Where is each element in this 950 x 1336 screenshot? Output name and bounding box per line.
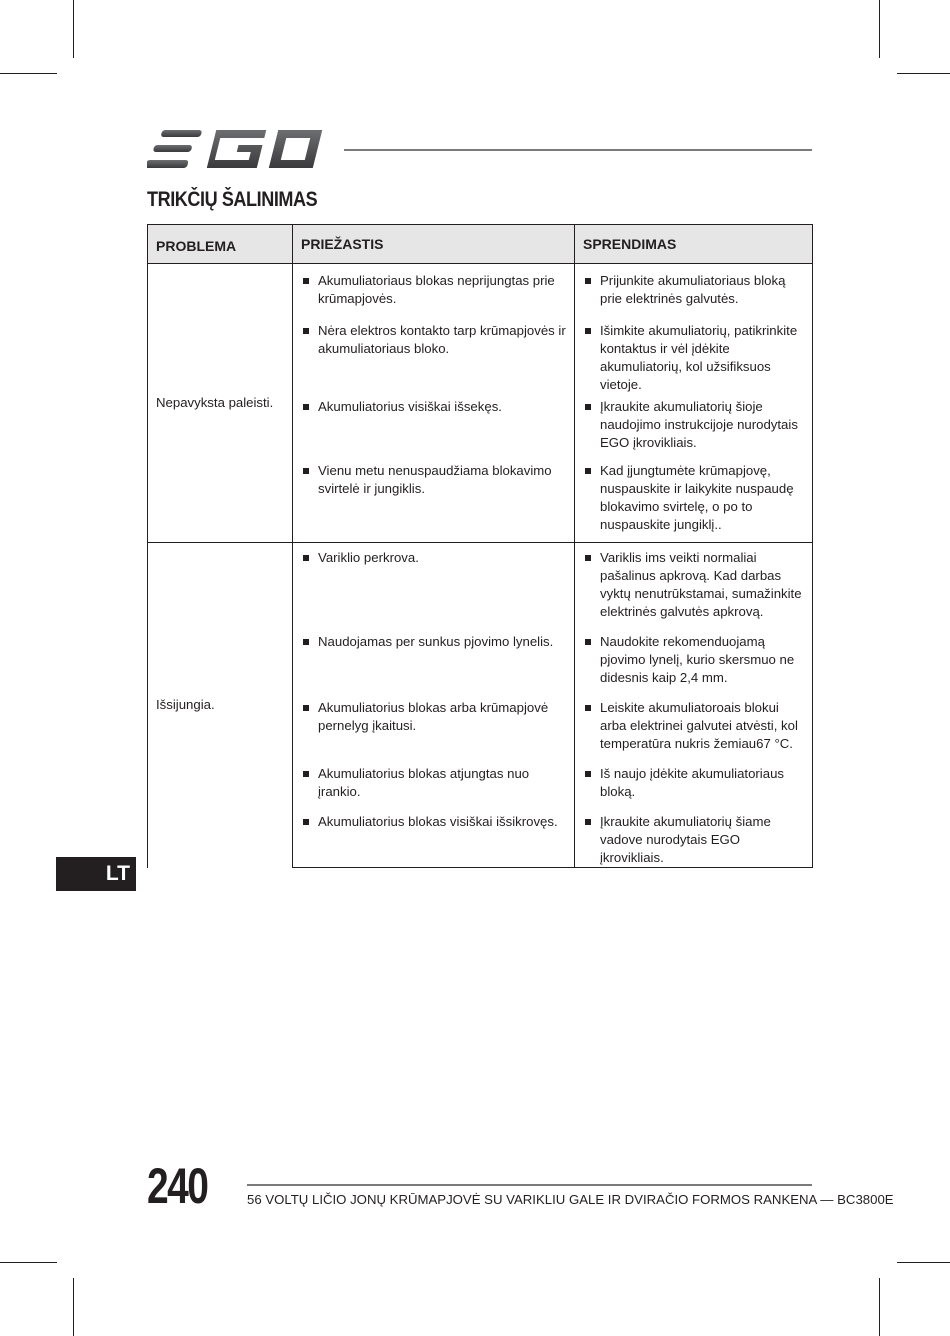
crop-mark xyxy=(897,1262,950,1263)
page-number: 240 xyxy=(147,1158,208,1214)
crop-mark xyxy=(879,0,880,58)
solution-cell xyxy=(575,264,813,321)
cause-cell xyxy=(293,543,575,632)
cause-text: Akumuliatorius visiškai išsekęs. xyxy=(318,399,502,414)
cause-text: Vienu metu nenuspaudžiama blokavimo svirtelė ir jungiklis. xyxy=(318,463,552,496)
bullet-icon xyxy=(303,555,309,561)
solution-cell xyxy=(575,543,813,632)
solution-cell xyxy=(575,631,813,697)
ego-logo xyxy=(147,127,327,171)
solution-text: Kad įjungtumėte krūmapjovę, nuspauskite ir laikykite nuspaudę blokavimo svirtelę, o po to nuspauskite jungiklį.. xyxy=(600,463,794,532)
cause-cell xyxy=(293,460,575,543)
bullet-icon xyxy=(585,555,591,561)
bullet-icon xyxy=(585,705,591,711)
column-header-solution: SPRENDIMAS xyxy=(575,225,813,264)
solution-text: Leiskite akumuliatoroais blokui arba elektrinei galvutei atvėsti, kol temperatūra nukris žemiau67 °C. xyxy=(600,700,798,751)
solution-cell xyxy=(575,394,813,460)
bullet-icon xyxy=(303,468,309,474)
cause-text: Akumuliatorius blokas atjungtas nuo įrankio. xyxy=(318,766,530,799)
cause-text: Variklio perkrova. xyxy=(318,550,419,565)
solution-cell xyxy=(575,320,813,394)
crop-mark xyxy=(0,73,57,74)
cause-text: Akumuliatorius blokas arba krūmapjovė pernelyg įkaitusi. xyxy=(318,700,549,733)
footer-rule xyxy=(247,1184,812,1186)
crop-mark xyxy=(879,1278,880,1336)
cause-cell xyxy=(293,631,575,697)
cause-cell xyxy=(293,264,575,321)
column-header-cause: PRIEŽASTIS xyxy=(293,225,575,264)
bullet-icon xyxy=(585,328,591,334)
bullet-icon xyxy=(585,771,591,777)
cause-cell xyxy=(293,763,575,811)
solution-text: Įkraukite akumuliatorių šioje naudojimo instrukcijoje nurodytais EGO įkrovikliais. xyxy=(600,399,798,450)
solution-text: Įkraukite akumuliatorių šiame vadove nurodytais EGO įkrovikliais. xyxy=(600,814,771,865)
crop-mark xyxy=(897,73,950,74)
bullet-icon xyxy=(303,639,309,645)
solution-text: Variklis ims veikti normaliai pašalinus apkrovą. Kad darbas vyktų nenutrūkstamai, sumažinkite elektrinės galvutės apkrovą. xyxy=(600,550,802,619)
cause-cell xyxy=(293,394,575,460)
cause-cell xyxy=(293,320,575,394)
solution-text: Prijunkite akumuliatoriaus bloką prie elektrinės galvutės. xyxy=(600,273,786,306)
bullet-icon xyxy=(303,278,309,284)
bullet-icon xyxy=(303,328,309,334)
problem-cell: Išsijungia. xyxy=(148,543,293,868)
solution-text: Iš naujo įdėkite akumuliatoriaus bloką. xyxy=(600,766,784,799)
table-row xyxy=(148,543,813,632)
bullet-icon xyxy=(303,404,309,410)
troubleshooting-table xyxy=(147,224,813,868)
bullet-icon xyxy=(585,639,591,645)
bullet-icon xyxy=(303,819,309,825)
cause-cell xyxy=(293,697,575,763)
solution-cell xyxy=(575,460,813,543)
column-header-problem: PROBLEMA xyxy=(148,225,293,264)
solution-cell xyxy=(575,811,813,868)
footer-text: 56 VOLTŲ LIČIO JONŲ KRŪMAPJOVĖ SU VARIKLIU GALE IR DVIRAČIO FORMOS RANKENA — BC3800E xyxy=(247,1192,894,1207)
bullet-icon xyxy=(585,404,591,410)
crop-mark xyxy=(73,0,74,58)
bullet-icon xyxy=(303,705,309,711)
table-row xyxy=(148,264,813,321)
cause-text: Akumuliatorius blokas visiškai išsikrovęs. xyxy=(318,814,558,829)
bullet-icon xyxy=(303,771,309,777)
bullet-icon xyxy=(585,468,591,474)
solution-text: Išimkite akumuliatorių, patikrinkite kontaktus ir vėl įdėkite akumuliatorių, kol užsifiksuos vietoje. xyxy=(600,323,798,392)
solution-cell xyxy=(575,697,813,763)
crop-mark xyxy=(73,1278,74,1336)
bullet-icon xyxy=(585,819,591,825)
bullet-icon xyxy=(585,278,591,284)
language-tab: LT xyxy=(56,857,136,891)
section-title: TRIKČIŲ ŠALINIMAS xyxy=(147,188,318,211)
cause-text: Nėra elektros kontakto tarp krūmapjovės ir akumuliatoriaus bloko. xyxy=(318,323,566,356)
header-rule xyxy=(344,149,812,151)
cause-cell xyxy=(293,811,575,868)
cause-text: Akumuliatoriaus blokas neprijungtas prie krūmapjovės. xyxy=(318,273,555,306)
solution-text: Naudokite rekomenduojamą pjovimo lynelį, kurio skersmuo ne didesnis kaip 2,4 mm. xyxy=(600,634,795,685)
crop-mark xyxy=(0,1262,57,1263)
problem-cell: Nepavyksta paleisti. xyxy=(148,264,293,543)
solution-cell xyxy=(575,763,813,811)
cause-text: Naudojamas per sunkus pjovimo lynelis. xyxy=(318,634,554,649)
table-header-row xyxy=(148,225,813,264)
